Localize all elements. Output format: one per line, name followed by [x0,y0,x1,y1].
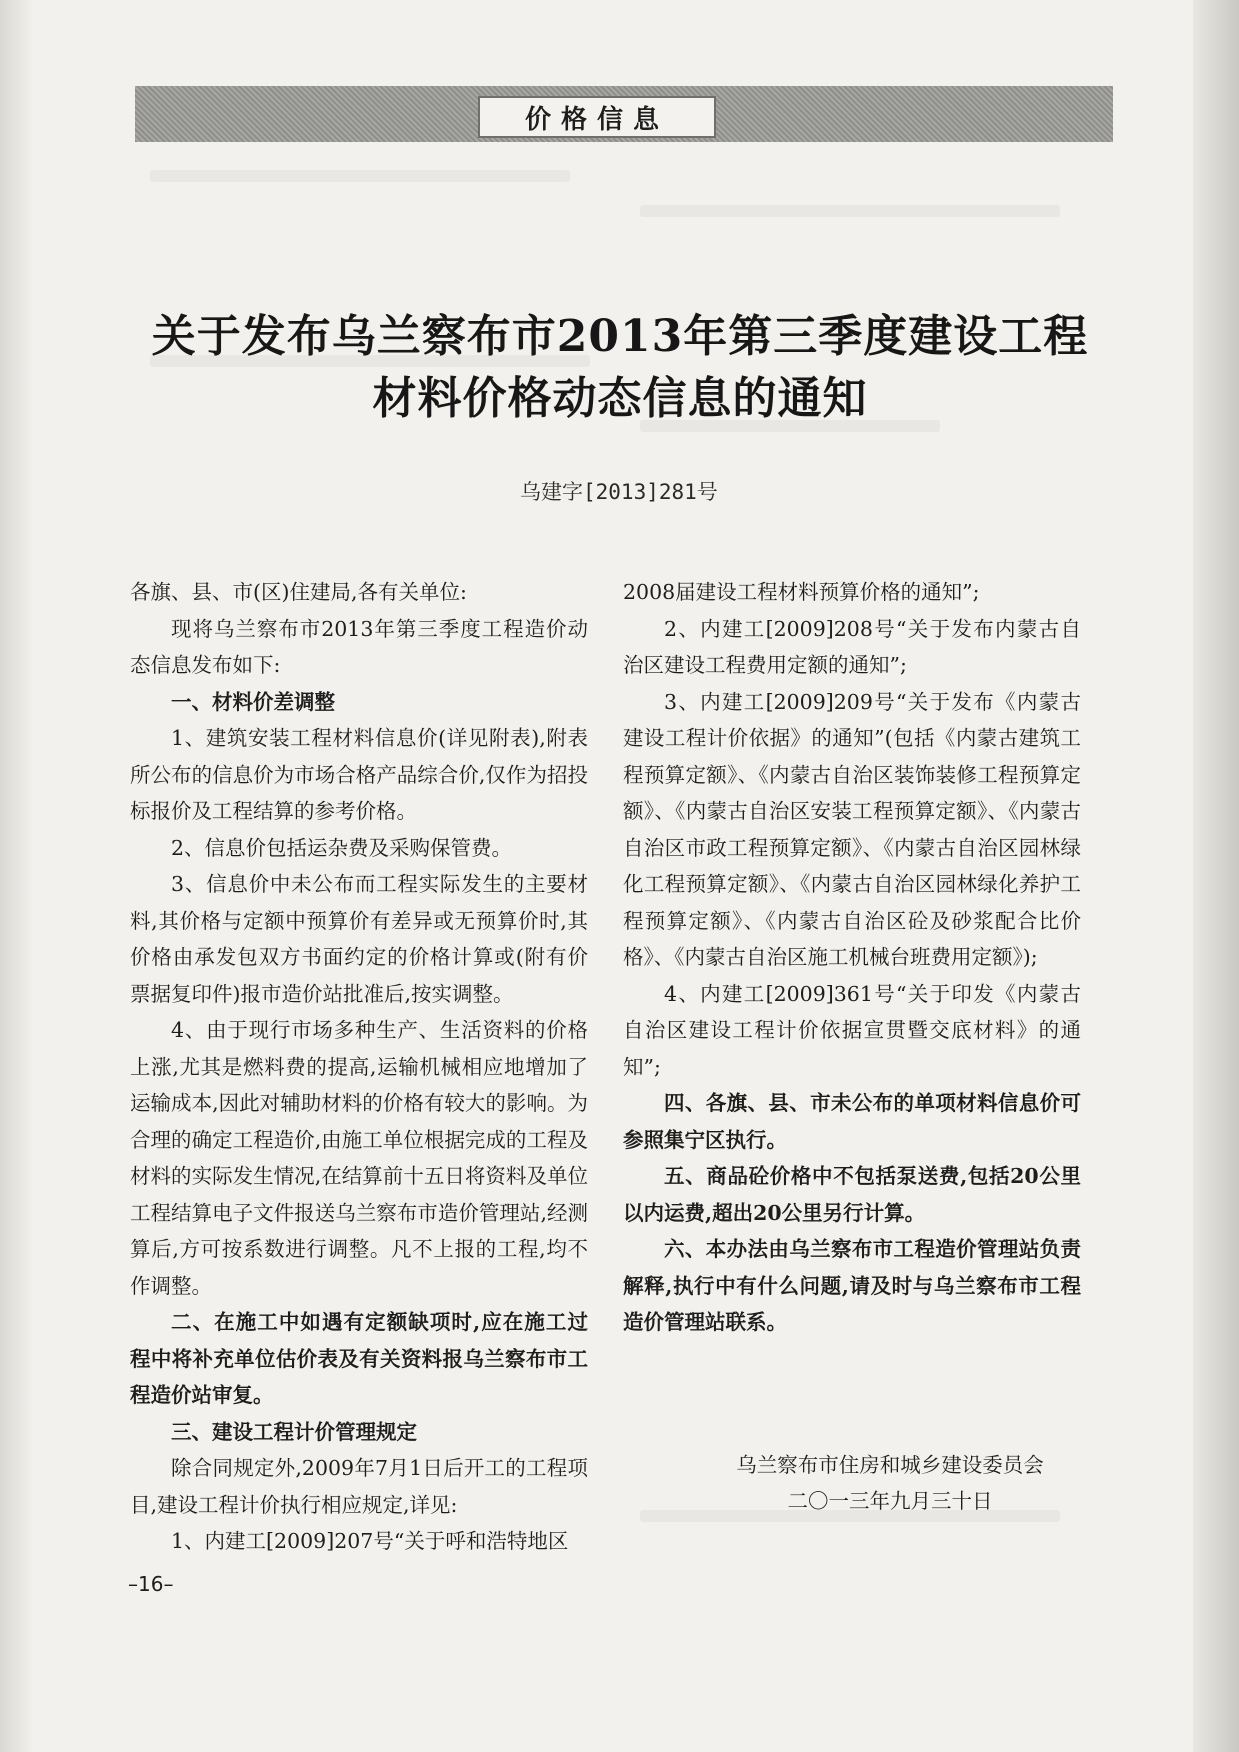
section-heading: 四、各旗、县、市未公布的单项材料信息价可参照集宁区执行。 [623,1091,1081,1152]
section-heading: 五、商品砼价格中不包括泵送费,包括20公里以内运费,超出20公里另行计算。 [623,1164,1081,1225]
paragraph: 3、内建工[2009]209号“关于发布《内蒙古建设工程计价依据》的通知”(包括《内蒙古建筑工程预算定额》、《内蒙古自治区装饰装修工程预算定额》、《内蒙古自治区安装工程预算定额》、《内蒙古自治区市政工程预算定额》、《内蒙古自治区园林绿化工程预算定额》、《内蒙古自治区园林绿化养护工程预算定额》、《内蒙古自治区砼及砂浆配合比价格》、《内蒙古自治区施工机械台班费用定额》); [623,689,1081,969]
section-heading: 一、材料价差调整 [171,689,335,714]
paragraph: 4、内建工[2009]361号“关于印发《内蒙古自治区建设工程计价依据宣贯暨交底材料》的通知”; [623,981,1081,1079]
paragraph: 除合同规定外,2009年7月1日后开工的工程项目,建设工程计价执行相应规定,详见: [130,1456,588,1517]
section-heading: 六、本办法由乌兰察布市工程造价管理站负责解释,执行中有什么问题,请及时与乌兰察布市工程造价管理站联系。 [623,1237,1081,1334]
paragraph: 1、建筑安装工程材料信息价(详见附表),附表所公布的信息价为市场合格产品综合价,仅作为招投标报价及工程结算的参考价格。 [130,726,588,823]
paragraph: 2、内建工[2009]208号“关于发布内蒙古自治区建设工程费用定额的通知”; [623,616,1081,677]
paragraph: 3、信息价中未公布而工程实际发生的主要材料,其价格与定额中预算价有差异或无预算价时,其价格由承发包双方书面约定的价格计算或(附有价票据复印件)报市造价站批准后,按实调整。 [130,872,588,1006]
paragraph: 2、信息价包括运杂费及采购保管费。 [171,835,513,860]
paragraph: 4、由于现行市场多种生产、生活资料的价格上涨,尤其是燃料费的提高,运输机械相应地增加了运输成本,因此对辅助材料的价格有较大的影响。为合理的确定工程造价,由施工单位根据完成的工程及材料的实际发生情况,在结算前十五日将资料及单位工程结算电子文件报送乌兰察布市造价管理站,经测算后,方可按系数进行调整。凡不上报的工程,均不作调整。 [130,1018,588,1298]
notice-title-line1: 关于发布乌兰察布市2013年第三季度建设工程 [151,311,1089,362]
scan-left-shadow [0,0,34,1752]
section-label: 价格信息 [478,96,716,138]
document-number: 乌建字[2013]281号 [520,480,718,504]
body-column-left [130,574,588,1560]
salutation: 各旗、县、市(区)住建局,各有关单位: [130,580,467,604]
paragraph: 现将乌兰察布市2013年第三季度工程造价动态信息发布如下: [130,616,588,677]
notice-title-line2: 材料价格动态信息的通知 [372,373,868,424]
issuer-name: 乌兰察布市住房和城乡建设委员会 [736,1453,1044,1477]
paragraph-continuation: 2008届建设工程材料预算价格的通知”; [623,580,980,604]
issue-date: 二〇一三年九月三十日 [787,1489,993,1513]
section-heading: 二、在施工中如遇有定额缺项时,应在施工过程中将补充单位估价表及有关资料报乌兰察布市工程造价站审复。 [130,1310,588,1407]
page-number: –16– [128,1572,174,1596]
bleed-through [640,205,1060,217]
body-column-right [623,574,1081,1341]
section-heading: 三、建设工程计价管理规定 [171,1419,417,1444]
bleed-through [150,170,570,182]
paragraph: 1、内建工[2009]207号“关于呼和浩特地区 [171,1529,569,1553]
scan-page-edge [1193,0,1239,1752]
